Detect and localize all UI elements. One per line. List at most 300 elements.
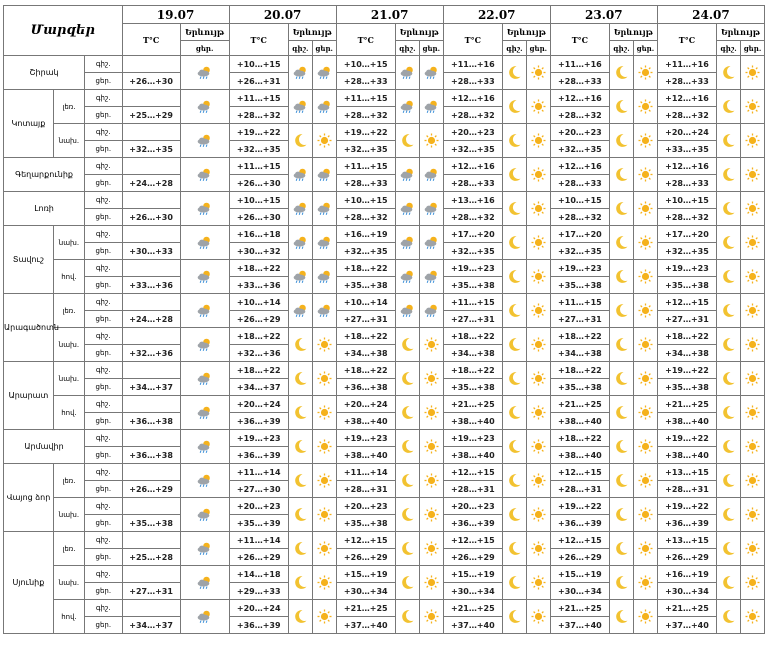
temperature-cell: +11…+15 — [443, 294, 502, 311]
time-of-day-label: գիշ. — [85, 464, 122, 481]
sun-icon — [637, 235, 654, 250]
sun-icon — [423, 473, 440, 488]
sun-icon — [637, 405, 654, 420]
day-weather-icon-cell — [526, 192, 550, 226]
crescent-moon-icon — [720, 269, 737, 284]
temperature-cell: +28…+33 — [657, 175, 716, 192]
day-weather-icon-cell — [740, 464, 764, 498]
night-weather-icon-cell — [288, 430, 312, 464]
forecast-row — [4, 464, 765, 481]
temperature-cell: +28…+31 — [443, 481, 502, 498]
temperature-cell: +12…+16 — [443, 90, 502, 107]
night-weather-icon-cell — [610, 260, 634, 294]
night-column-header: գիշ. — [717, 41, 741, 56]
sun-icon — [744, 167, 761, 182]
sun-icon — [637, 65, 654, 80]
temperature-cell — [122, 430, 180, 447]
sun-icon — [744, 541, 761, 556]
temperature-cell: +17…+20 — [550, 226, 609, 243]
night-weather-icon-cell — [610, 362, 634, 396]
partly-cloudy-icon — [196, 575, 213, 590]
partly-cloudy-icon — [292, 201, 309, 216]
night-weather-icon-cell — [395, 90, 419, 124]
partly-cloudy-icon — [423, 201, 440, 216]
temperature-cell — [122, 90, 180, 107]
crescent-moon-icon — [506, 609, 523, 624]
crescent-moon-icon — [506, 473, 523, 488]
day-weather-icon-cell — [312, 464, 336, 498]
partly-cloudy-icon — [316, 235, 333, 250]
temperature-cell: +19…+22 — [336, 124, 395, 141]
day-weather-icon-cell — [633, 464, 657, 498]
temperature-cell: +12…+16 — [657, 90, 716, 107]
sun-icon — [530, 405, 547, 420]
temperature-cell: +33…+36 — [122, 277, 180, 294]
night-weather-icon-cell — [610, 430, 634, 464]
sun-icon — [316, 575, 333, 590]
day-weather-icon-cell — [526, 396, 550, 430]
night-weather-icon-cell — [288, 226, 312, 260]
day-weather-icon-cell — [312, 328, 336, 362]
crescent-moon-icon — [720, 439, 737, 454]
temperature-cell: +38…+40 — [657, 413, 716, 430]
partly-cloudy-icon — [292, 167, 309, 182]
temperature-cell: +26…+29 — [229, 311, 288, 328]
temperature-cell: +27…+31 — [550, 311, 609, 328]
temperature-cell: +26…+30 — [122, 73, 180, 90]
sun-icon — [530, 167, 547, 182]
crescent-moon-icon — [292, 371, 309, 386]
temperature-cell: +32…+36 — [122, 345, 180, 362]
time-of-day-label: գիշ. — [85, 294, 122, 311]
temperature-cell: +12…+15 — [336, 532, 395, 549]
forecast-row — [4, 566, 765, 583]
temperature-cell: +12…+15 — [550, 532, 609, 549]
time-of-day-label: գիշ. — [85, 124, 122, 141]
partly-cloudy-icon — [399, 99, 416, 114]
night-weather-icon-cell — [610, 90, 634, 124]
day-weather-icon-cell — [526, 566, 550, 600]
partly-cloudy-icon — [292, 269, 309, 284]
temperature-cell: +32…+35 — [550, 141, 609, 158]
crescent-moon-icon — [613, 235, 630, 250]
crescent-moon-icon — [613, 337, 630, 352]
date-header: 19.07 — [122, 6, 229, 24]
forecast-row — [4, 260, 765, 277]
temperature-cell — [122, 260, 180, 277]
partly-cloudy-icon — [196, 65, 213, 80]
temperature-cell — [122, 464, 180, 481]
night-weather-icon-cell — [502, 396, 526, 430]
partly-cloudy-icon — [423, 235, 440, 250]
crescent-moon-icon — [720, 473, 737, 488]
sun-icon — [744, 507, 761, 522]
temperature-cell: +21…+25 — [550, 396, 609, 413]
temperature-cell: +27…+31 — [443, 311, 502, 328]
night-weather-icon-cell — [502, 226, 526, 260]
subregion-label: հով. — [53, 260, 84, 294]
night-weather-icon-cell — [717, 294, 741, 328]
day-weather-icon-cell — [419, 498, 443, 532]
sun-icon — [744, 337, 761, 352]
temperature-cell: +26…+29 — [550, 549, 609, 566]
partly-cloudy-icon — [196, 269, 213, 284]
day-weather-icon-cell — [312, 158, 336, 192]
crescent-moon-icon — [613, 133, 630, 148]
night-weather-icon-cell — [610, 294, 634, 328]
day-weather-icon-cell — [740, 260, 764, 294]
temperature-cell: +18…+22 — [336, 362, 395, 379]
temperature-cell: +37…+40 — [336, 617, 395, 634]
night-weather-icon-cell — [288, 464, 312, 498]
temperature-cell: +20…+24 — [229, 396, 288, 413]
temperature-cell: +29…+33 — [229, 583, 288, 600]
day-weather-icon-cell — [526, 464, 550, 498]
temperature-cell: +32…+35 — [336, 141, 395, 158]
sun-icon — [744, 99, 761, 114]
night-weather-icon-cell — [288, 498, 312, 532]
temperature-cell: +28…+32 — [336, 209, 395, 226]
crescent-moon-icon — [506, 235, 523, 250]
temperature-cell: +37…+40 — [443, 617, 502, 634]
crescent-moon-icon — [613, 99, 630, 114]
temperature-cell: +32…+35 — [336, 243, 395, 260]
temperature-cell: +18…+22 — [657, 328, 716, 345]
crescent-moon-icon — [720, 575, 737, 590]
temperature-cell: +28…+33 — [657, 73, 716, 90]
temperature-cell: +36…+39 — [229, 447, 288, 464]
weather-icon-cell — [180, 328, 229, 362]
crescent-moon-icon — [399, 337, 416, 352]
partly-cloudy-icon — [196, 337, 213, 352]
temperature-cell: +30…+34 — [550, 583, 609, 600]
crescent-moon-icon — [720, 371, 737, 386]
temperature-cell: +18…+22 — [229, 328, 288, 345]
day-weather-icon-cell — [312, 396, 336, 430]
temperature-cell — [122, 532, 180, 549]
temperature-cell: +10…+15 — [229, 56, 288, 73]
night-weather-icon-cell — [610, 464, 634, 498]
weather-column-header: Երևույթ — [717, 24, 765, 41]
temperature-cell: +28…+32 — [443, 107, 502, 124]
night-weather-icon-cell — [610, 532, 634, 566]
day-column-header: ցեր. — [312, 41, 336, 56]
subregion-label: հով. — [53, 600, 84, 634]
temperature-cell: +12…+16 — [550, 158, 609, 175]
sun-icon — [530, 575, 547, 590]
sun-icon — [637, 541, 654, 556]
day-weather-icon-cell — [526, 328, 550, 362]
sun-icon — [637, 133, 654, 148]
day-weather-icon-cell — [419, 600, 443, 634]
night-weather-icon-cell — [717, 532, 741, 566]
night-weather-icon-cell — [288, 600, 312, 634]
subregion-label: լեռ. — [53, 90, 84, 124]
temperature-cell: +11…+16 — [550, 56, 609, 73]
weather-forecast-table — [3, 5, 765, 634]
night-weather-icon-cell — [717, 90, 741, 124]
partly-cloudy-icon — [292, 235, 309, 250]
forecast-row — [4, 532, 765, 549]
temperature-cell: +19…+22 — [657, 430, 716, 447]
temperature-cell: +13…+15 — [657, 532, 716, 549]
temperature-cell: +18…+22 — [336, 260, 395, 277]
time-of-day-label: գիշ. — [85, 566, 122, 583]
day-weather-icon-cell — [419, 464, 443, 498]
temperature-cell: +20…+23 — [229, 498, 288, 515]
temperature-cell: +26…+30 — [229, 209, 288, 226]
temperature-cell — [122, 396, 180, 413]
temperature-cell: +18…+22 — [443, 328, 502, 345]
night-weather-icon-cell — [395, 192, 419, 226]
temperature-cell: +27…+30 — [229, 481, 288, 498]
time-of-day-label: գիշ. — [85, 260, 122, 277]
temperature-cell: +35…+38 — [550, 379, 609, 396]
sun-icon — [637, 337, 654, 352]
sun-icon — [530, 371, 547, 386]
night-weather-icon-cell — [502, 566, 526, 600]
temperature-cell: +20…+23 — [336, 498, 395, 515]
day-weather-icon-cell — [419, 328, 443, 362]
crescent-moon-icon — [292, 337, 309, 352]
night-weather-icon-cell — [502, 294, 526, 328]
time-of-day-label: ցեր. — [85, 413, 122, 430]
temperature-cell: +11…+15 — [336, 90, 395, 107]
temperature-cell: +28…+33 — [336, 73, 395, 90]
crescent-moon-icon — [613, 303, 630, 318]
crescent-moon-icon — [506, 337, 523, 352]
crescent-moon-icon — [506, 405, 523, 420]
partly-cloudy-icon — [196, 405, 213, 420]
sun-icon — [530, 507, 547, 522]
night-weather-icon-cell — [288, 158, 312, 192]
sun-icon — [423, 609, 440, 624]
temperature-cell: +30…+34 — [336, 583, 395, 600]
day-weather-icon-cell — [633, 56, 657, 90]
day-weather-icon-cell — [526, 56, 550, 90]
partly-cloudy-icon — [399, 235, 416, 250]
night-weather-icon-cell — [502, 192, 526, 226]
night-weather-icon-cell — [717, 226, 741, 260]
date-header: 21.07 — [336, 6, 443, 24]
temperature-cell: +32…+35 — [443, 243, 502, 260]
night-weather-icon-cell — [610, 600, 634, 634]
night-weather-icon-cell — [717, 600, 741, 634]
time-of-day-label: ցեր. — [85, 447, 122, 464]
crescent-moon-icon — [292, 575, 309, 590]
weather-column-header: Երևույթ — [502, 24, 550, 41]
temperature-cell: +38…+40 — [443, 413, 502, 430]
night-weather-icon-cell — [502, 158, 526, 192]
sun-icon — [637, 575, 654, 590]
day-weather-icon-cell — [633, 328, 657, 362]
partly-cloudy-icon — [196, 201, 213, 216]
temperature-cell: +12…+16 — [550, 90, 609, 107]
night-weather-icon-cell — [395, 260, 419, 294]
night-weather-icon-cell — [288, 124, 312, 158]
temperature-cell: +26…+30 — [229, 175, 288, 192]
temperature-cell: +28…+32 — [550, 209, 609, 226]
day-weather-icon-cell — [419, 192, 443, 226]
forecast-row — [4, 328, 765, 345]
sun-icon — [316, 473, 333, 488]
time-of-day-label: գիշ. — [85, 328, 122, 345]
time-of-day-label: գիշ. — [85, 90, 122, 107]
temperature-cell: +28…+32 — [657, 209, 716, 226]
day-weather-icon-cell — [740, 124, 764, 158]
day-weather-icon-cell — [419, 260, 443, 294]
temperature-cell: +34…+38 — [657, 345, 716, 362]
time-of-day-label: ցեր. — [85, 311, 122, 328]
temperature-cell: +34…+37 — [122, 379, 180, 396]
time-of-day-label: ցեր. — [85, 583, 122, 600]
night-weather-icon-cell — [610, 226, 634, 260]
temperature-cell: +10…+15 — [229, 192, 288, 209]
temperature-cell: +15…+19 — [443, 566, 502, 583]
crescent-moon-icon — [613, 405, 630, 420]
weather-icon-cell — [180, 294, 229, 328]
day-weather-icon-cell — [419, 566, 443, 600]
region-name: Արարատ — [4, 362, 54, 430]
sun-icon — [637, 201, 654, 216]
day-weather-icon-cell — [633, 158, 657, 192]
sun-icon — [423, 439, 440, 454]
partly-cloudy-icon — [196, 439, 213, 454]
temperature-cell: +35…+38 — [443, 379, 502, 396]
night-weather-icon-cell — [288, 294, 312, 328]
night-weather-icon-cell — [395, 464, 419, 498]
temperature-cell: +17…+20 — [443, 226, 502, 243]
temperature-cell: +36…+39 — [550, 515, 609, 532]
partly-cloudy-icon — [316, 65, 333, 80]
temperature-cell: +17…+20 — [657, 226, 716, 243]
day-weather-icon-cell — [633, 566, 657, 600]
temperature-cell: +19…+23 — [336, 430, 395, 447]
day-weather-icon-cell — [740, 566, 764, 600]
crescent-moon-icon — [506, 133, 523, 148]
temperature-cell: +38…+40 — [657, 447, 716, 464]
temperature-column-header: T°C — [122, 24, 180, 56]
temperature-cell: +15…+19 — [336, 566, 395, 583]
night-weather-icon-cell — [395, 328, 419, 362]
partly-cloudy-icon — [292, 65, 309, 80]
weather-icon-cell — [180, 498, 229, 532]
temperature-cell: +36…+38 — [122, 413, 180, 430]
night-weather-icon-cell — [288, 192, 312, 226]
night-weather-icon-cell — [610, 56, 634, 90]
temperature-column-header: T°C — [657, 24, 716, 56]
time-of-day-label: ցեր. — [85, 515, 122, 532]
temperature-cell: +36…+39 — [229, 617, 288, 634]
partly-cloudy-icon — [196, 303, 213, 318]
temperature-cell: +10…+15 — [657, 192, 716, 209]
region-name: Կոտայք — [4, 90, 54, 158]
temperature-cell: +21…+25 — [443, 396, 502, 413]
temperature-cell: +35…+38 — [336, 515, 395, 532]
sun-icon — [744, 609, 761, 624]
night-column-header: գիշ. — [395, 41, 419, 56]
crescent-moon-icon — [506, 167, 523, 182]
time-of-day-label: ցեր. — [85, 141, 122, 158]
day-weather-icon-cell — [419, 124, 443, 158]
sun-icon — [744, 65, 761, 80]
sun-icon — [530, 99, 547, 114]
night-weather-icon-cell — [288, 56, 312, 90]
sun-icon — [530, 303, 547, 318]
date-header: 20.07 — [229, 6, 336, 24]
sun-icon — [530, 337, 547, 352]
crescent-moon-icon — [720, 235, 737, 250]
crescent-moon-icon — [720, 303, 737, 318]
sun-icon — [316, 439, 333, 454]
region-name: Վայոց ձոր — [4, 464, 54, 532]
night-weather-icon-cell — [395, 362, 419, 396]
temperature-cell: +33…+36 — [229, 277, 288, 294]
partly-cloudy-icon — [423, 65, 440, 80]
time-of-day-label: ցեր. — [85, 73, 122, 90]
sun-icon — [744, 235, 761, 250]
partly-cloudy-icon — [316, 167, 333, 182]
day-weather-icon-cell — [312, 430, 336, 464]
night-weather-icon-cell — [395, 532, 419, 566]
night-weather-icon-cell — [502, 498, 526, 532]
forecast-row — [4, 396, 765, 413]
crescent-moon-icon — [292, 609, 309, 624]
temperature-cell: +21…+25 — [657, 396, 716, 413]
crescent-moon-icon — [720, 167, 737, 182]
partly-cloudy-icon — [399, 65, 416, 80]
crescent-moon-icon — [292, 541, 309, 556]
temperature-cell: +35…+38 — [657, 277, 716, 294]
temperature-cell: +28…+33 — [443, 175, 502, 192]
partly-cloudy-icon — [399, 167, 416, 182]
time-of-day-label: ցեր. — [85, 175, 122, 192]
subregion-label: լեռ. — [53, 532, 84, 566]
temperature-cell: +37…+40 — [657, 617, 716, 634]
day-weather-icon-cell — [526, 90, 550, 124]
sun-icon — [316, 371, 333, 386]
temperature-cell: +28…+32 — [550, 107, 609, 124]
temperature-cell: +11…+15 — [550, 294, 609, 311]
crescent-moon-icon — [720, 133, 737, 148]
region-name: Սյունիք — [4, 532, 54, 634]
temperature-cell: +21…+25 — [336, 600, 395, 617]
temperature-cell: +32…+35 — [229, 141, 288, 158]
sun-icon — [744, 269, 761, 284]
night-weather-icon-cell — [717, 362, 741, 396]
forecast-row — [4, 362, 765, 379]
sun-icon — [637, 371, 654, 386]
night-weather-icon-cell — [288, 362, 312, 396]
temperature-cell: +38…+40 — [336, 413, 395, 430]
night-weather-icon-cell — [288, 90, 312, 124]
night-weather-icon-cell — [610, 566, 634, 600]
temperature-cell: +24…+28 — [122, 311, 180, 328]
night-weather-icon-cell — [288, 566, 312, 600]
region-name: Արմավիր — [4, 430, 85, 464]
day-weather-icon-cell — [633, 260, 657, 294]
partly-cloudy-icon — [316, 201, 333, 216]
subregion-label: նախ. — [53, 328, 84, 362]
region-name: Գեղարքունիք — [4, 158, 85, 192]
day-column-header: ցեր. — [180, 41, 229, 56]
subregion-label: նախ. — [53, 124, 84, 158]
temperature-cell: +12…+16 — [443, 158, 502, 175]
subregion-label: լեռ. — [53, 294, 84, 328]
crescent-moon-icon — [506, 507, 523, 522]
night-weather-icon-cell — [717, 430, 741, 464]
sun-icon — [744, 439, 761, 454]
